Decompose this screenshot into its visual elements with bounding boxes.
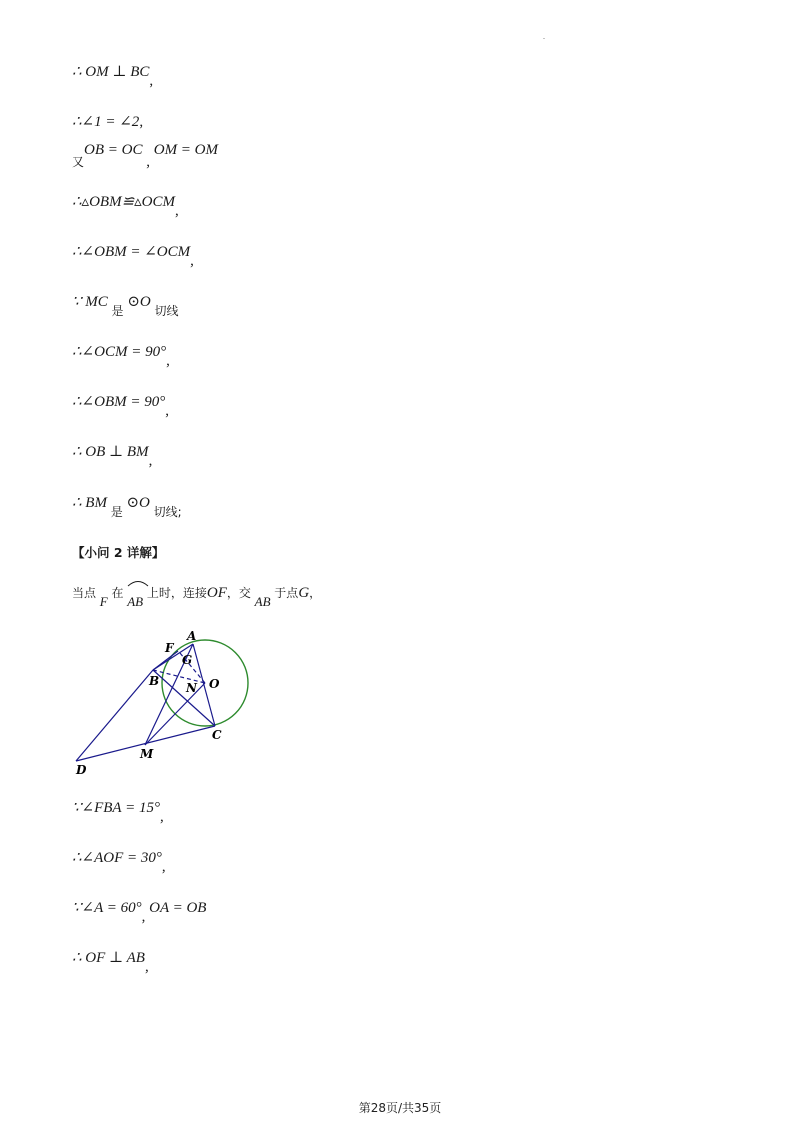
proof-line-6: ∵ MC $_是$ ⊙O $_{切线}$ [72,294,179,318]
proof-line-11: 当点 F 在 AB 上时，连接OF，交 AB 于点G， [72,583,321,603]
label-b: B [149,674,160,688]
proof-line-8: ∴∠OBM = 90°, [72,394,169,419]
page-footer: 第28页/共35页 [358,1101,442,1115]
proof-line-4: ∴▵OBM≌▵OCM, [72,194,179,219]
label-f: F [165,641,174,655]
proof-line-9: ∴ OB ⊥ BM, [72,444,153,469]
label-a: A [187,629,197,643]
label-n: N [186,681,197,695]
geometry-figure [60,628,260,778]
label-d: D [76,763,87,777]
line-bc [153,670,215,726]
label-o: O [209,677,220,691]
proof-line-15: ∴ OF ⊥ AB, [72,950,149,975]
proof-line-3: $_又$OB = OC , OM = OM [72,142,219,170]
proof-line-10: ∴ BM $_是$ ⊙O $_{切线;}$ [72,495,182,519]
label-g: G [182,653,193,667]
proof-line-13: ∴∠AOF = 30°, [72,850,166,875]
proof-line-12: ∵∠FBA = 15°, [72,800,164,825]
label-m: M [140,747,154,761]
arc-mark-icon [127,577,149,587]
proof-line-2: ∴∠1 = ∠2, [72,114,144,130]
page-mark: . [543,32,545,41]
proof-line-14: ∵∠A = 60°, OA = OB [72,900,207,925]
proof-line-7: ∴∠OCM = 90°, [72,344,170,369]
label-c: C [212,728,222,742]
arc-ab: AB [127,583,143,603]
proof-line-1: ∴ OM ⊥ BC, [72,64,154,89]
section-heading: 【小问 2 详解】 [72,545,165,560]
proof-line-5: ∴∠OBM = ∠OCM, [72,244,194,269]
